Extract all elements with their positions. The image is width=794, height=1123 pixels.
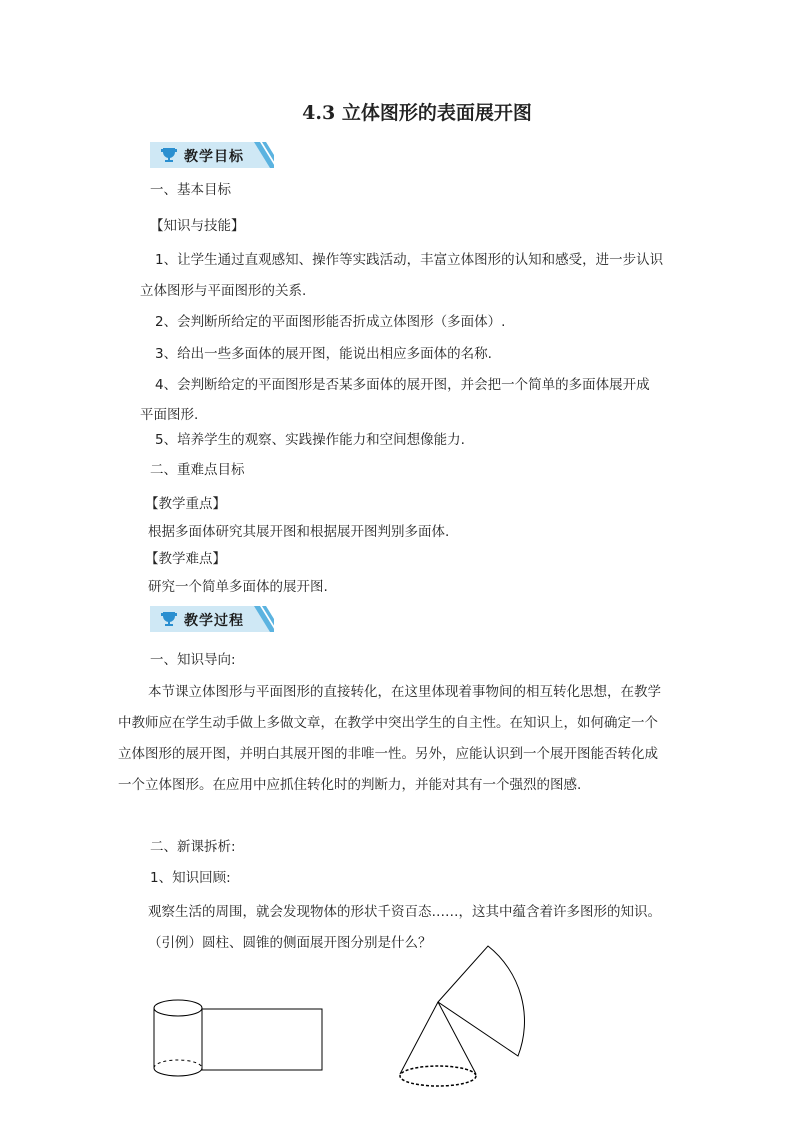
cone-unfolding-figure (390, 940, 540, 1100)
page-title: 4.3 立体图形的表面展开图 (302, 102, 532, 124)
guide-line-1: 本节课立体图形与平面图形的直接转化，在这里体现着事物间的相互转化思想，在教学 (148, 684, 661, 700)
objective-item-5: 5、培养学生的观察、实践操作能力和空间想像能力. (155, 432, 465, 448)
difficulty-label: 【教学难点】 (145, 551, 226, 567)
cylinder-unfolding-figure (150, 990, 330, 1090)
objective-item-4-line-1: 4、会判断给定的平面图形是否某多面体的展开图，并会把一个简单的多面体展开成 (155, 377, 650, 393)
difficulty-text: 研究一个简单多面体的展开图. (148, 579, 328, 595)
trophy-icon (156, 142, 182, 168)
objective-item-1-line-1: 1、让学生通过直观感知、操作等实践活动，丰富立体图形的认知和感受，进一步认识 (155, 252, 664, 268)
process-banner-label: 教学过程 (184, 613, 244, 629)
trophy-icon (156, 606, 182, 632)
review-heading: 1、知识回顾: (150, 870, 231, 886)
objective-item-3: 3、给出一些多面体的展开图，能说出相应多面体的名称. (155, 346, 492, 362)
basic-heading: 一、基本目标 (150, 182, 231, 198)
guide-line-2: 中教师应在学生动手做上多做文章，在教学中突出学生的自主性。在知识上，如何确定一个 (118, 715, 658, 731)
knowledge-heading: 【知识与技能】 (150, 218, 245, 234)
objective-item-1-line-2: 立体图形与平面图形的关系. (140, 283, 307, 299)
new-lesson-heading: 二、新课拆析: (150, 839, 236, 855)
key-heading: 二、重难点目标 (150, 462, 245, 478)
objective-item-2: 2、会判断所给定的平面图形能否折成立体图形（多面体）. (155, 314, 506, 330)
focus-label: 【教学重点】 (145, 496, 226, 512)
review-line-1: 观察生活的周围，就会发现物体的形状千资百态……，这其中蕴含着许多图形的知识。 (148, 904, 661, 920)
guide-line-3: 立体图形的展开图，并明白其展开图的非唯一性。另外，应能认识到一个展开图能否转化成 (118, 746, 658, 762)
focus-text: 根据多面体研究其展开图和根据展开图判别多面体. (148, 524, 450, 540)
guide-line-4: 一个立体图形。在应用中应抓住转化时的判断力，并能对其有一个强烈的图感. (118, 777, 582, 793)
objective-item-4-line-2: 平面图形. (140, 407, 199, 423)
objectives-banner (150, 142, 274, 168)
review-line-2: （引例）圆柱、圆锥的侧面展开图分别是什么？ (148, 935, 432, 951)
process-banner (150, 606, 274, 632)
guide-heading: 一、知识导向: (150, 652, 236, 668)
objectives-banner-label: 教学目标 (184, 149, 244, 165)
